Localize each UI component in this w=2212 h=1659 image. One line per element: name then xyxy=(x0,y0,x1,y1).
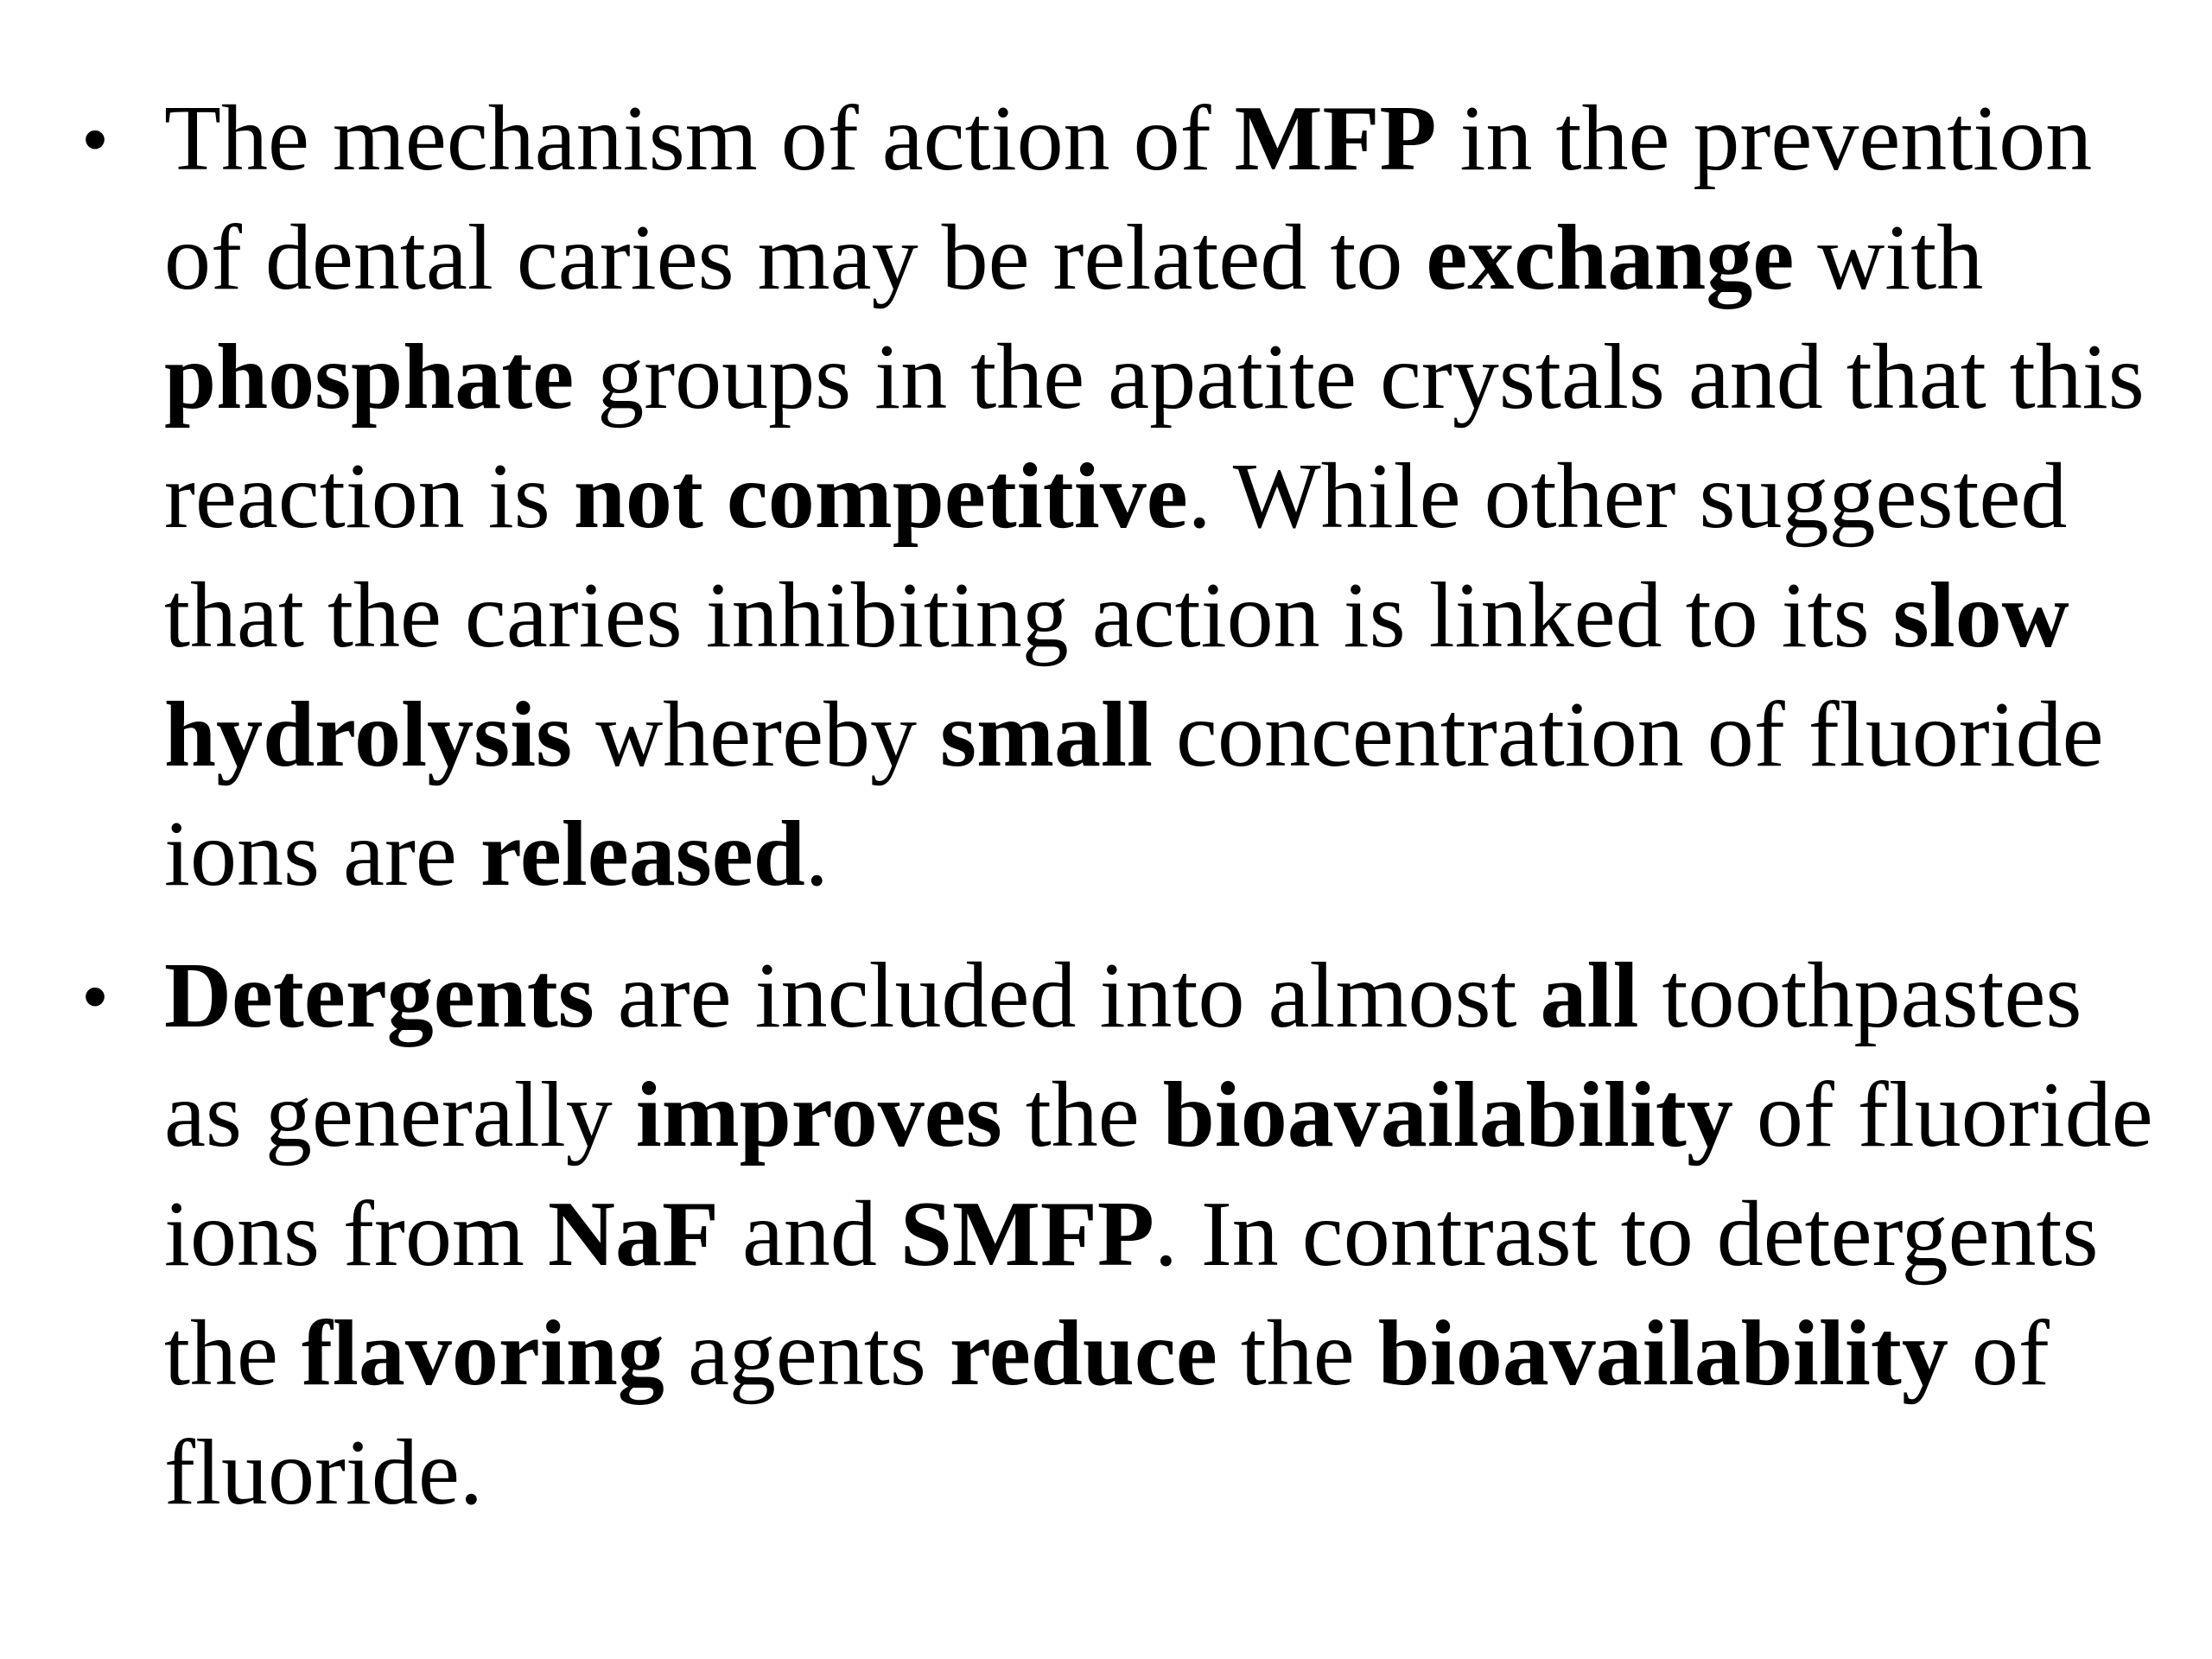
bold-text-segment: released xyxy=(480,803,805,906)
text-segment: . xyxy=(804,803,829,906)
text-segment: the xyxy=(1217,1302,1378,1405)
bullet-dot-icon: • xyxy=(82,957,107,1034)
text-segment: of fluoride. xyxy=(164,1302,2050,1524)
bold-text-segment: slow hydrolysis xyxy=(164,564,2069,786)
text-segment: in the prevention of dental caries may be related to xyxy=(164,87,2093,309)
text-segment: groups in the apatite crystals and that this reaction is xyxy=(164,326,2145,548)
bold-text-segment: MFP xyxy=(1234,87,1437,190)
text-segment: . While other suggested that the caries inhibiting action is linked to its xyxy=(164,445,2068,667)
text-segment: the xyxy=(1001,1064,1163,1166)
text-segment: The mechanism of action of xyxy=(164,87,1235,190)
bold-text-segment: improves xyxy=(635,1064,1002,1166)
text-segment: of fluoride ions from xyxy=(164,1064,2153,1286)
text-segment: concentration of fluoride ions are xyxy=(164,683,2104,906)
text-segment: are included into almost xyxy=(594,944,1541,1047)
bold-text-segment: small xyxy=(940,683,1154,786)
bold-text-segment: SMFP xyxy=(899,1183,1154,1286)
text-segment: and xyxy=(718,1183,900,1286)
text-segment: whereby xyxy=(572,683,941,786)
bullet-list xyxy=(82,79,2169,1555)
bold-text-segment: flavoring xyxy=(301,1302,664,1405)
bullet-text xyxy=(164,87,2145,906)
bold-text-segment: phosphate xyxy=(164,326,575,429)
bold-text-segment: not competitive xyxy=(573,445,1188,548)
bullet-item-detergents xyxy=(82,937,2169,1533)
bullet-item-mfp-mechanism xyxy=(82,79,2169,914)
bold-text-segment: bioavailability xyxy=(1162,1064,1733,1166)
bullet-dot-icon: • xyxy=(82,100,107,177)
bold-text-segment: reduce xyxy=(949,1302,1217,1405)
bold-text-segment: Detergents xyxy=(164,944,594,1047)
text-segment: agents xyxy=(664,1302,950,1405)
text-segment: with xyxy=(1794,207,1984,309)
bold-text-segment: NaF xyxy=(547,1183,719,1286)
bold-text-segment: all xyxy=(1540,944,1639,1047)
text-segment: . In contrast to detergents the xyxy=(164,1183,2099,1405)
bold-text-segment: exchange xyxy=(1426,207,1795,309)
text-segment: toothpastes as generally xyxy=(164,944,2082,1166)
bullet-text xyxy=(164,944,2153,1524)
bold-text-segment: bioavailability xyxy=(1377,1302,1948,1405)
